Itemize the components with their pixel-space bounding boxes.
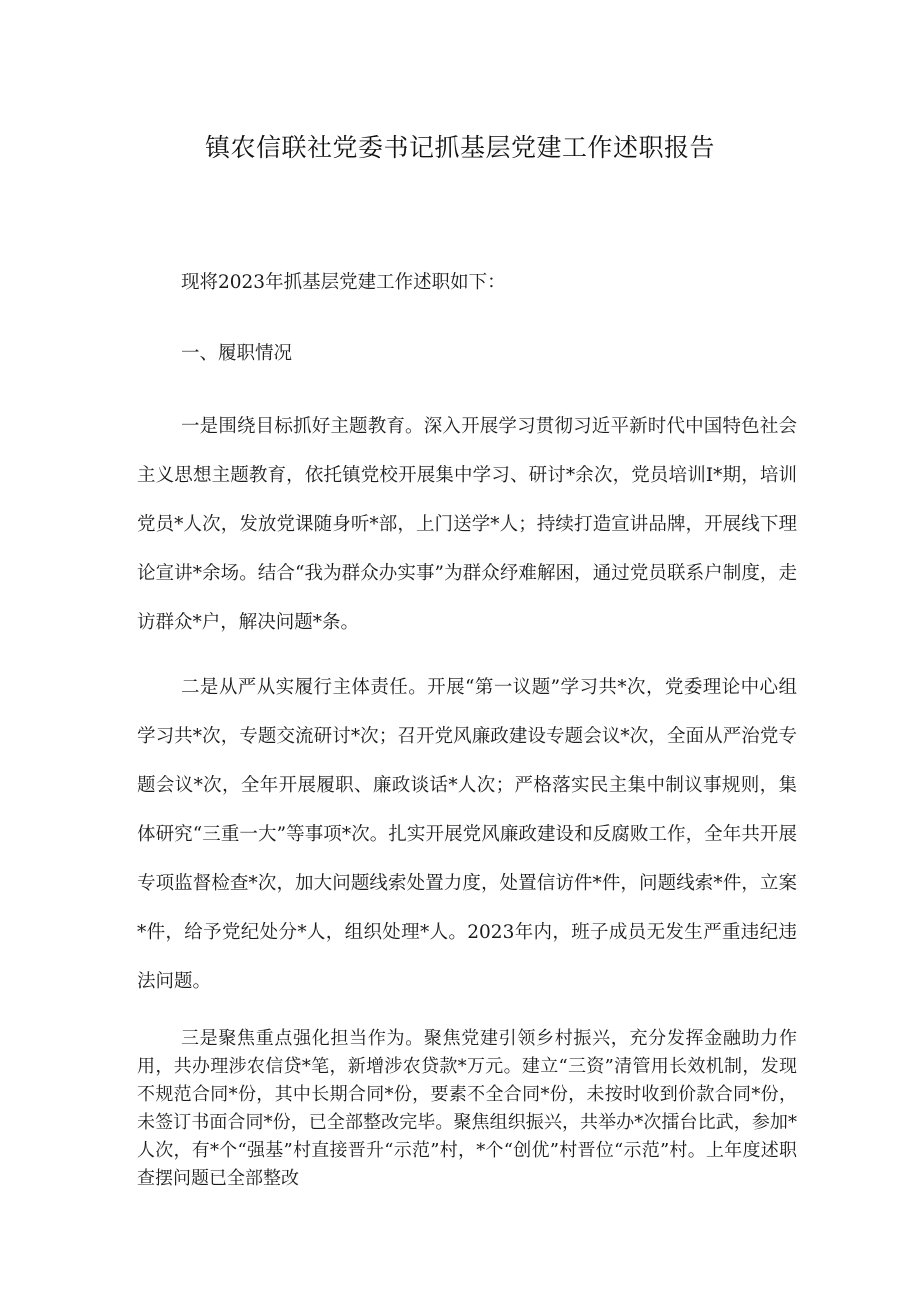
body-paragraph-3: 三是聚焦重点强化担当作为。聚焦党建引领乡村振兴，充分发挥金融助力作用，共办理涉农信贷*笔，新增涉农贷款*万元。建立“三资”清管用长效机制，发现不规范合同*份，其中长期合同*份，要素不全合同*份，未按时收到价款合同*份，未签订书面合同*份，已全部整改完毕。聚焦组织振兴，共举办*次擂台比武，参加*人次，有*个“强基”村直接晋升“示范”村，*个“创优”村晋位“示范”村。上年度述职查摆问题已全部整改: [137, 1028, 797, 1189]
body-paragraph-2: 二是从严从实履行主体责任。开展“第一议题”学习共*次，党委理论中心组学习共*次，专题交流研讨*次；召开党风廉政建设专题会议*次，全面从严治党专题会议*次，全年开展履职、廉政谈话*人次；严格落实民主集中制议事规则，集体研究“三重一大”等事项*次。扎实开展党风廉政建设和反腐败工作，全年共开展专项监督检查*次，加大问题线索处置力度，处置信访件*件，问题线索*件，立案*件，给予党纪处分*人，组织处理*人。2023年内，班子成员无发生严重违纪违法问题。: [137, 677, 797, 992]
section-heading: 一、履职情况: [181, 343, 293, 364]
document-title: 镇农信联社党委书记抓基层党建工作述职报告: [204, 133, 715, 162]
body-paragraph-1: 一是围绕目标抓好主题教育。深入开展学习贯彻习近平新时代中国特色社会主义思想主题教育，依托镇党校开展集中学习、研讨*余次，党员培训I*期，培训党员*人次，发放党课随身听*部，上门送学*人；持续打造宣讲品牌，开展线下理论宣讲*余场。结合“我为群众办实事”为群众纾难解困，通过党员联系户制度，走访群众*户，解决问题*条。: [137, 416, 797, 633]
intro-paragraph: 现将2023年抓基层党建工作述职如下：: [181, 272, 506, 293]
